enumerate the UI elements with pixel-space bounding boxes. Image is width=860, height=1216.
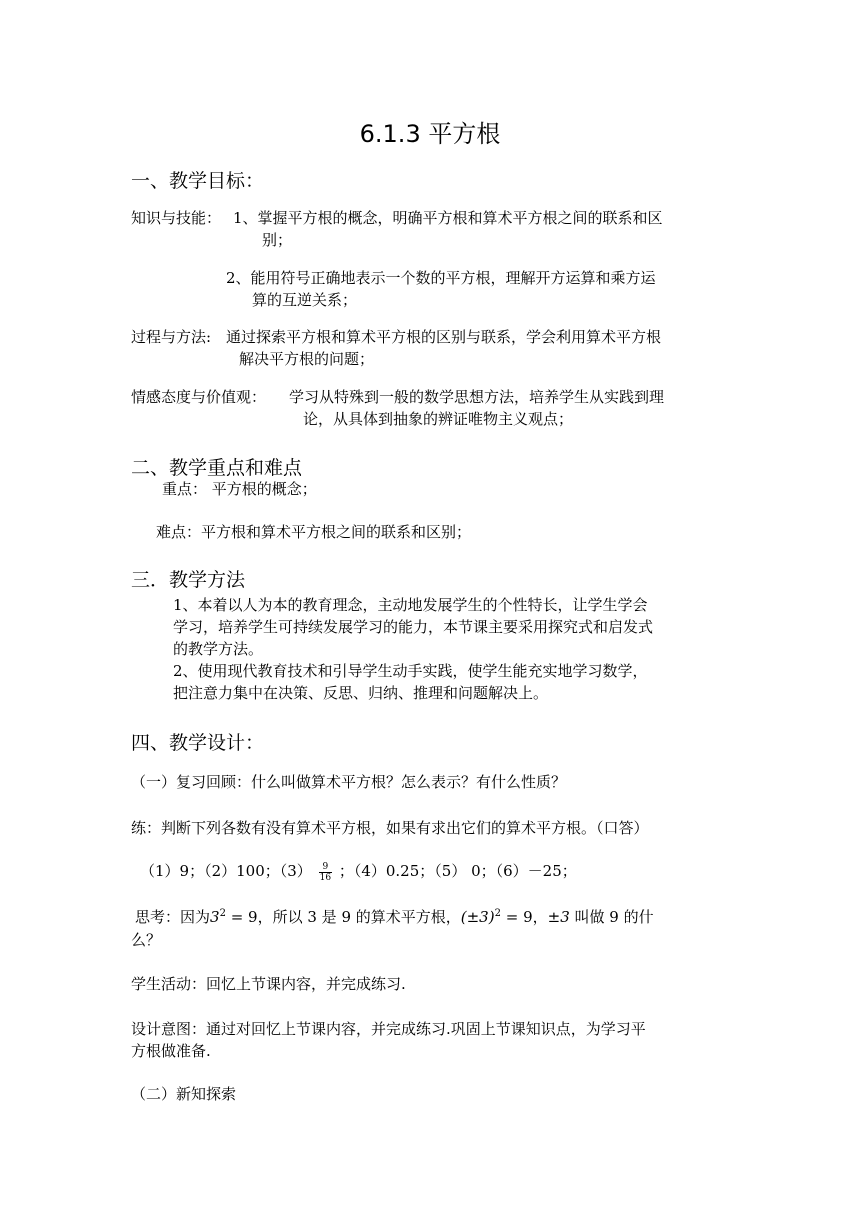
difficulty-point: 难点：平方根和算术平方根之间的联系和区别；	[156, 523, 472, 541]
method-line-1: 1、本着以人为本的教育理念，主动地发展学生的个性特长，让学生学会	[173, 596, 648, 614]
student-activity: 学生活动：回忆上节课内容，并完成练习.	[131, 975, 406, 993]
new-knowledge-heading: （二）新知探索	[131, 1085, 237, 1103]
think-equals-1: = 9	[225, 908, 258, 926]
think-plusminus-paren: (±3)	[460, 908, 495, 926]
knowledge-item-2-line2: 算的互逆关系；	[252, 291, 358, 309]
method-line-2: 学习，培养学生可持续发展学习的能力，本节课主要采用探究式和启发式	[173, 618, 654, 636]
thinking-question-line2: 么？	[131, 931, 162, 949]
process-method-label: 过程与方法:	[131, 328, 212, 346]
method-line-5: 把注意力集中在决策、反思、归纳、推理和问题解决上。	[173, 684, 549, 702]
think-suffix: 叫做 9 的什	[569, 908, 654, 926]
knowledge-item-2-line1: 2、能用符号正确地表示一个数的平方根，理解开方运算和乘方运	[226, 269, 656, 287]
knowledge-skills-label: 知识与技能：	[131, 209, 222, 227]
think-equals-2: = 9	[500, 908, 533, 926]
emotion-values-line2: 论，从具体到抽象的辨证唯物主义观点；	[303, 410, 574, 428]
section-heading-design: 四、教学设计：	[131, 732, 265, 754]
knowledge-item-1-line2: 别；	[262, 231, 293, 249]
emotion-values-label: 情感态度与价值观：	[131, 388, 267, 406]
knowledge-item-1-line1: 1、掌握平方根的概念，明确平方根和算术平方根之间的联系和区	[233, 209, 663, 227]
think-comma: ，	[532, 908, 548, 926]
think-plusminus-3: ±3	[547, 908, 570, 926]
section-heading-key-points: 二、教学重点和难点	[131, 457, 303, 479]
practice-items-part2: ；（4）0.25；（5） 0；（6）－25；	[338, 862, 577, 880]
think-prefix: 思考：因为	[135, 908, 211, 926]
think-middle: ，所以 3 是 9 的算术平方根，	[257, 908, 461, 926]
design-intent-line1: 设计意图：通过对回忆上节课内容，并完成练习.巩固上节课知识点，为学习平	[131, 1020, 646, 1038]
practice-items-part1: （1）9；（2）100；（3）	[140, 862, 312, 880]
design-intent-line2: 方根做准备.	[131, 1042, 211, 1060]
emotion-values-line1: 学习从特殊到一般的数学思想方法，培养学生从实践到理	[289, 388, 665, 406]
practice-instruction: 练：判断下列各数有没有算术平方根，如果有求出它们的算术平方根。（口答）	[131, 819, 649, 837]
think-base: 3	[210, 908, 220, 926]
think-exponent-2: 2	[494, 908, 501, 919]
fraction-denominator: 16	[319, 872, 332, 883]
thinking-question-line1	[135, 906, 654, 928]
process-method-line2: 解决平方根的问题；	[239, 350, 375, 368]
process-method-line1: 通过探索平方根和算术平方根的区别与联系，学会利用算术平方根	[226, 328, 662, 346]
think-exponent: 2	[219, 908, 226, 919]
practice-items	[140, 860, 577, 883]
method-line-4: 2、使用现代教育技术和引导学生动手实践，使学生能充实地学习数学，	[173, 662, 648, 680]
method-line-3: 的教学方法。	[173, 640, 264, 658]
section-heading-objectives: 一、教学目标：	[131, 170, 265, 192]
fraction-numerator: 9	[319, 862, 332, 873]
fraction-nine-sixteenths	[319, 862, 332, 883]
key-point: 重点： 平方根的概念；	[162, 480, 317, 498]
review-question: （一）复习回顾：什么叫做算术平方根？怎么表示？有什么性质？	[131, 773, 567, 791]
page-title: 6.1.3 平方根	[359, 120, 501, 148]
section-heading-methods: 三．教学方法	[131, 569, 246, 591]
